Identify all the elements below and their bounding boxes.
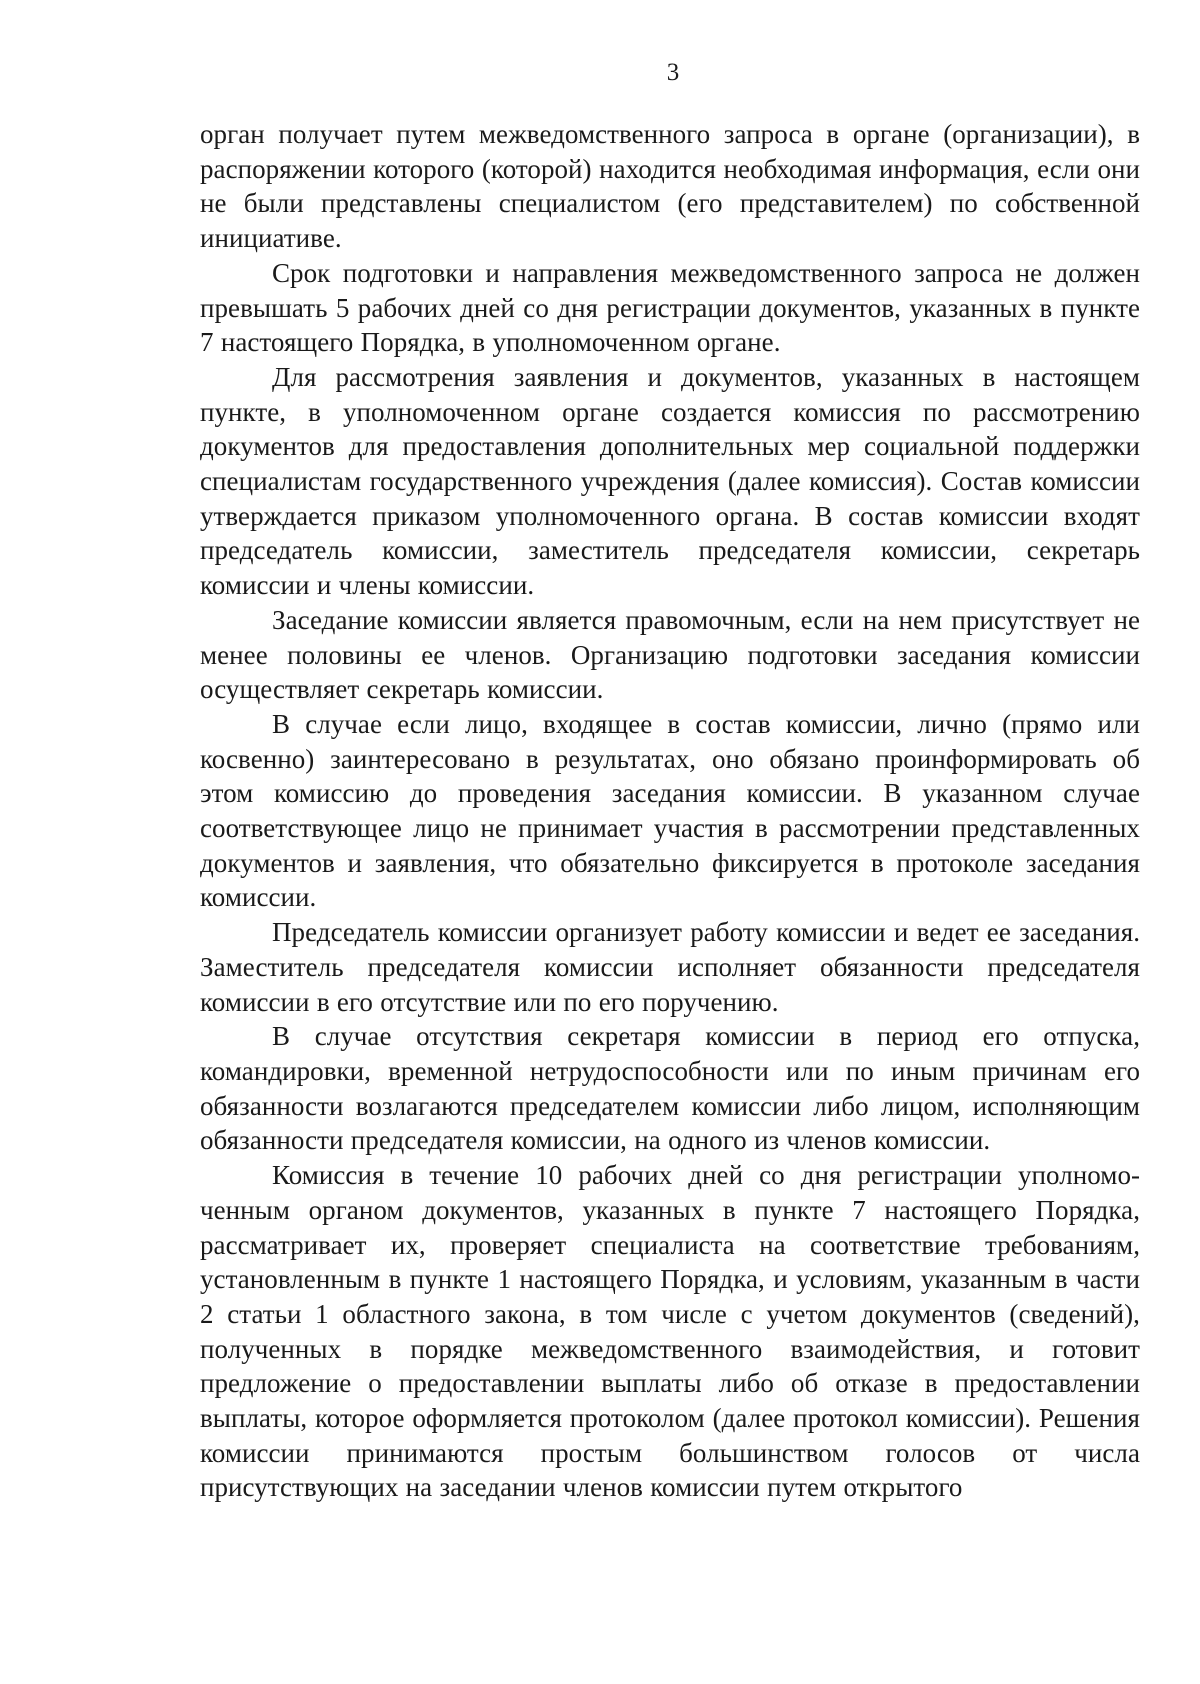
paragraph-2: Срок подготовки и направления межведомственного запроса не должен превышать 5 рабочих дней со дня регистрации документов, указанных в пункте 7 настоящего Порядка, в уполномоченном органе. (200, 257, 1140, 358)
document-body (200, 117, 1140, 1505)
paragraph-7: В случае отсутствия секретаря комиссии в период его отпуска, командировки, временной нетрудоспособности или по иным причинам его обязанности возлагаются председателем комиссии либо лицом, исполняющим обязанности председателя комиссии, на одного из членов комиссии. (200, 1021, 1140, 1156)
paragraph-4: Заседание комиссии является правомочным, если на нем присутствует не менее половины ее членов. Организацию подготовки заседания комиссии осуществляет секретарь комиссии. (200, 604, 1140, 705)
paragraph-8: Комиссия в течение 10 рабочих дней со дня регистрации уполномоченным органом документов, указанных в пункте 7 настоящего Порядка, рассматривает их, проверяет специалиста на соответствие требованиям, установленным в пункте 1 настоящего Порядка, и условиям, указанным в части 2 статьи 1 областного закона, в том числе с учетом документов (сведений), полученных в порядке межведомственного взаимодействия, и готовит предложение о предоставлении выплаты либо об отказе в предоставлении выплаты, которое оформляется протоколом (далее протокол комиссии). Решения комиссии принимаются простым большинством голосов от числа присутствующих на заседании членов комиссии путем открытого (200, 1160, 1140, 1503)
paragraph-3: Для рассмотрения заявления и документов, указанных в настоящем пункте, в уполномоченном органе создается комиссия по рассмотрению документов для предоставления дополнительных мер социальной поддержки специалистам государственного учреждения (далее комиссия). Состав комиссии утверждается приказом уполномоченного органа. В состав комиссии входят председатель комиссии, заместитель председателя комиссии, секретарь комиссии и члены комиссии. (200, 361, 1140, 601)
paragraph-5: В случае если лицо, входящее в состав комиссии, лично (прямо или косвенно) заинтересовано в результатах, оно обязано проинформировать об этом комиссию до проведения заседания комиссии. В указанном случае соответствующее лицо не принимает участия в рассмотрении представленных документов и заявления, что обязательно фиксируется в протоколе заседания комиссии. (200, 708, 1140, 913)
page-number: 3 (666, 59, 680, 86)
paragraph-1: орган получает путем межведомственного запроса в органе (организации), в распоряжении которого (которой) находится необходимая информация, если они не были представлены специалистом (его представителем) по собственной инициативе. (200, 119, 1140, 254)
paragraph-6: Председатель комиссии организует работу комиссии и ведет ее заседания. Заместитель председателя комиссии исполняет обязанности председателя комиссии в его отсутствие или по его поручению. (200, 917, 1140, 1017)
